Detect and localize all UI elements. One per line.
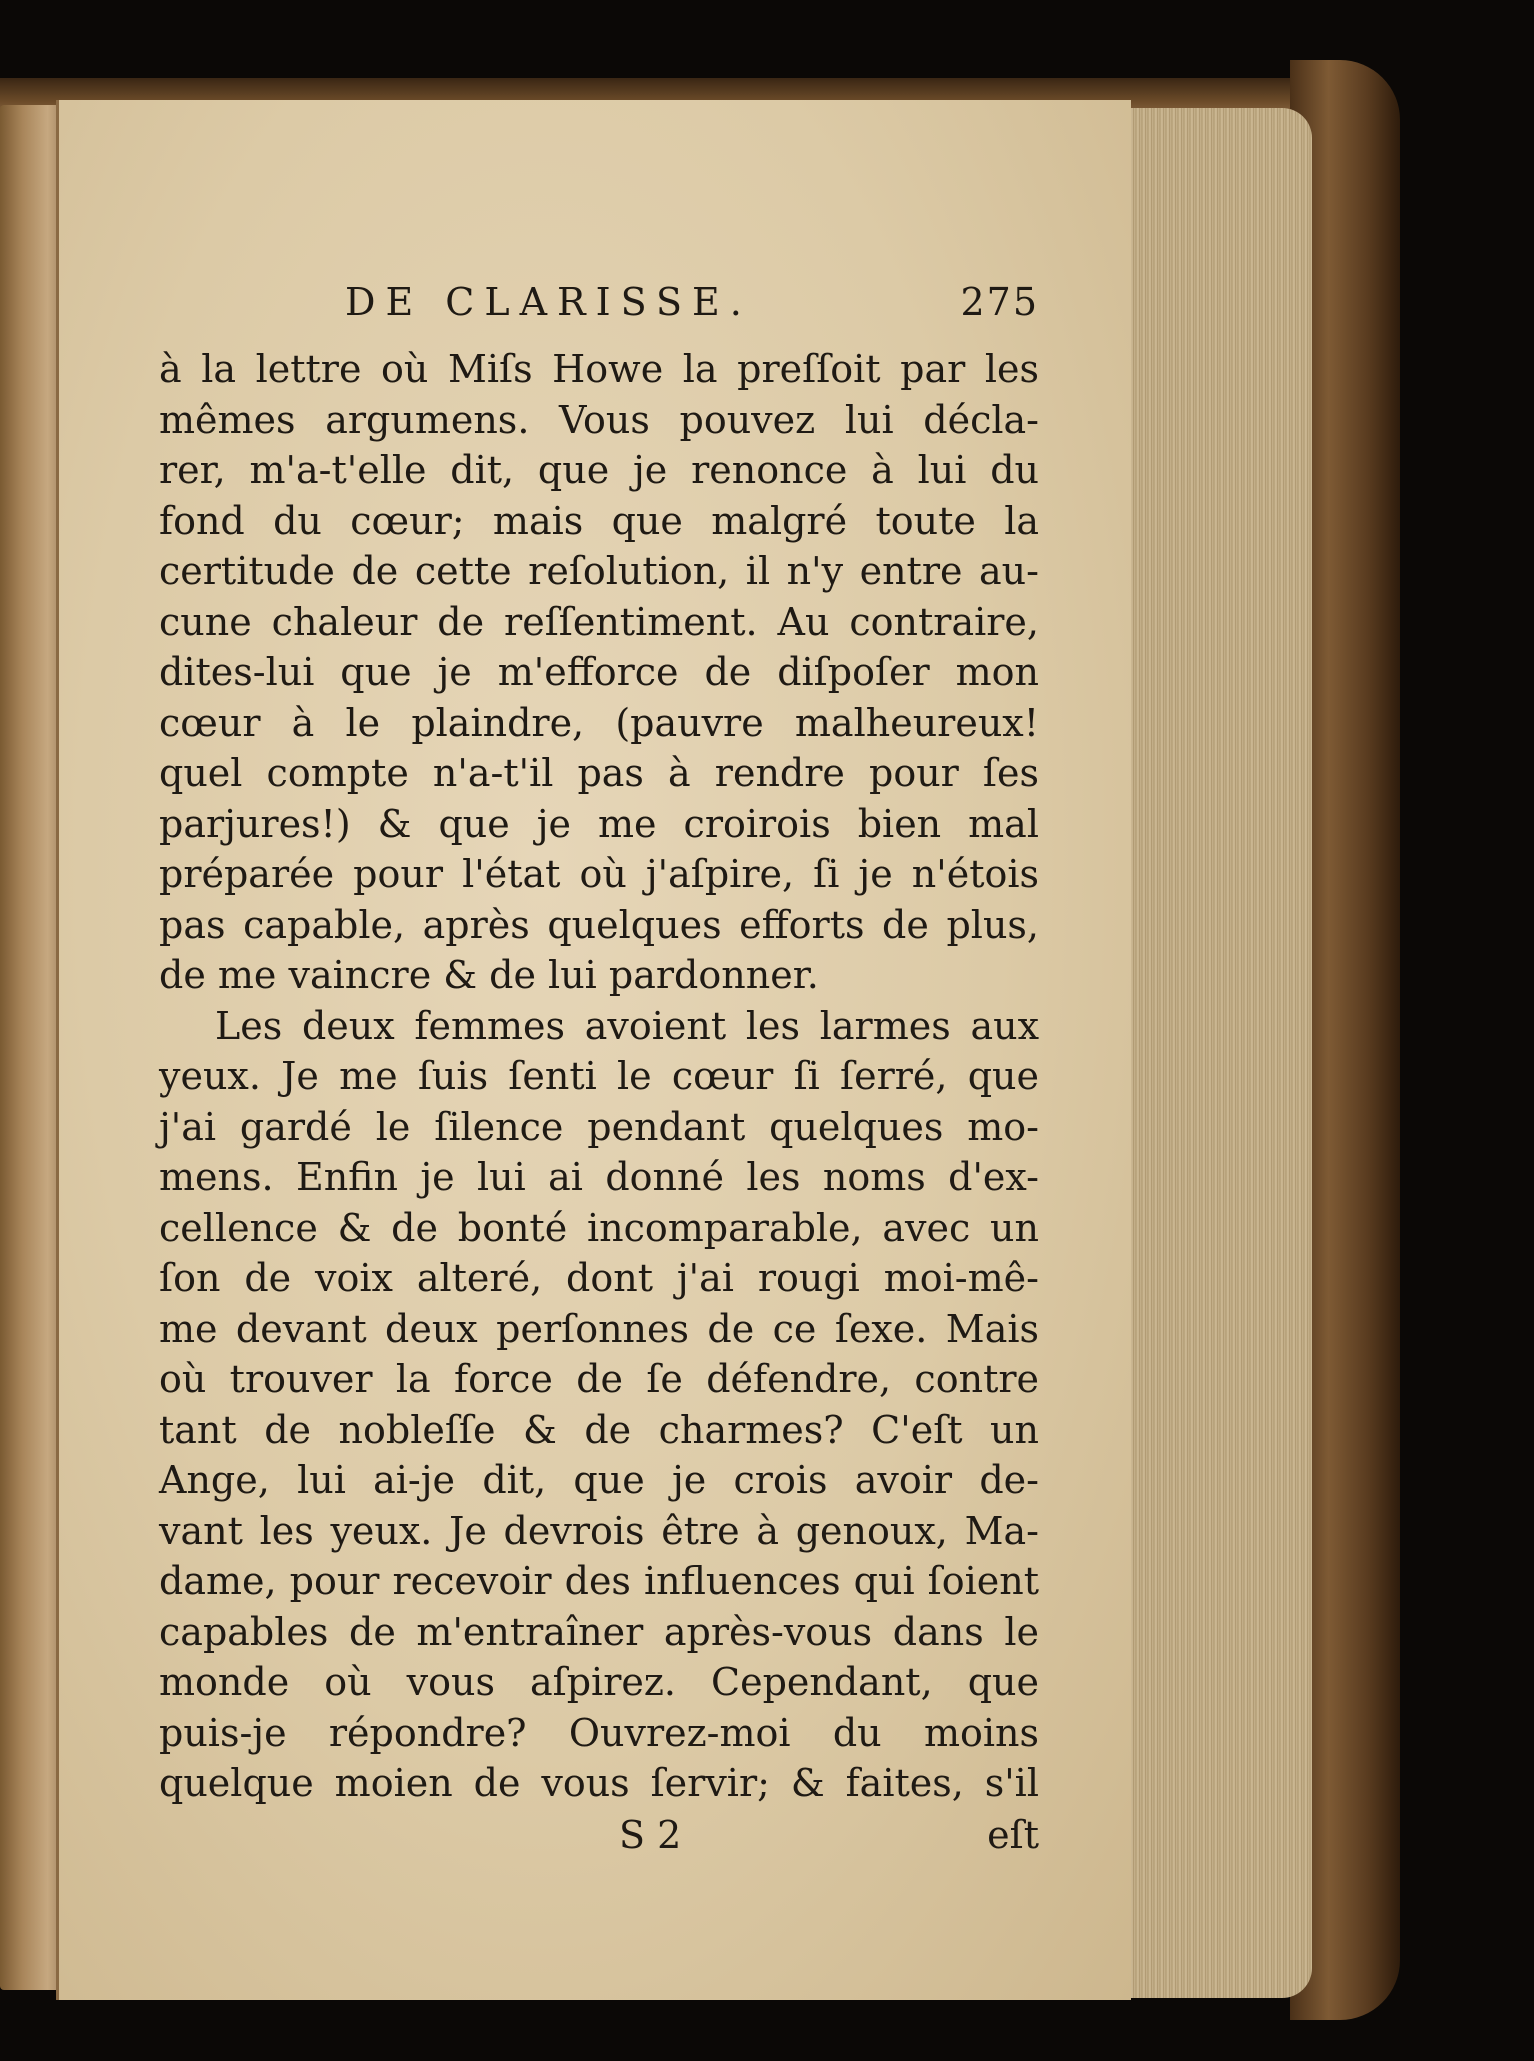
- running-title: DE CLARISSE.: [345, 280, 752, 324]
- paragraph-first-line: Les deux femmes avoient les larmes aux: [215, 1003, 1039, 1048]
- catchword: eſt: [987, 1812, 1039, 1857]
- body-text: [159, 344, 1039, 1809]
- text-line: tant de nobleſſe & de charmes? C'eſt un: [159, 1407, 1039, 1452]
- text-line: Ange, lui ai-je dit, que je crois avoir de-: [159, 1458, 1039, 1502]
- page-fore-edge: [1122, 108, 1312, 1998]
- text-line: pas capable, après quelques efforts de plus,: [159, 902, 1039, 947]
- text-line: quel compte n'a-t'il pas à rendre pour ſes: [159, 751, 1039, 795]
- text-line: certitude de cette reſolution, il n'y entre au-: [159, 549, 1039, 593]
- text-line: quelque moien de vous ſervir; & faites, s'il: [159, 1761, 1039, 1805]
- text-line: ſon de voix alteré, dont j'ai rougi moi-mê-: [159, 1256, 1039, 1300]
- text-line: puis-je répondre? Ouvrez-moi du moins: [159, 1710, 1039, 1755]
- text-line: dame, pour recevoir des influences qui ſoient: [159, 1559, 1039, 1603]
- text-line: yeux. Je me ſuis ſenti le cœur ſi ſerré, que: [159, 1054, 1039, 1098]
- text-line: dites-lui que je m'efforce de diſpoſer mon: [159, 650, 1039, 694]
- text-line: mens. Enfin je lui ai donné les noms d'ex-: [159, 1155, 1039, 1199]
- text-line: rer, m'a-t'elle dit, que je renonce à lui du: [159, 448, 1039, 492]
- book-page: [56, 100, 1131, 2000]
- text-block: [159, 280, 1039, 1861]
- text-line: cœur à le plaindre, (pauvre malheureux!: [159, 700, 1039, 745]
- facing-page-edge: [0, 105, 56, 1990]
- text-line: monde où vous aſpirez. Cependant, que: [159, 1660, 1039, 1704]
- text-line: à la lettre où Miſs Howe la preſſoit par les: [159, 347, 1039, 391]
- signature-mark: S 2: [619, 1812, 682, 1857]
- running-head: [159, 280, 1039, 340]
- text-line: mêmes argumens. Vous pouvez lui décla-: [159, 397, 1039, 442]
- page-footer: [159, 1809, 1039, 1861]
- text-line: capables de m'entraîner après-vous dans le: [159, 1609, 1039, 1654]
- page-number: 275: [960, 280, 1039, 324]
- text-line: fond du cœur; mais que malgré toute la: [159, 498, 1039, 543]
- text-line: parjures!) & que je me croirois bien mal: [159, 801, 1039, 846]
- text-line: j'ai gardé le ſilence pendant quelques mo-: [159, 1104, 1039, 1149]
- text-line: cune chaleur de reſſentiment. Au contraire,: [159, 599, 1039, 644]
- text-line: me devant deux perſonnes de ce ſexe. Mais: [159, 1306, 1039, 1351]
- text-line: vant les yeux. Je devrois être à genoux, Ma-: [159, 1508, 1039, 1553]
- text-line: cellence & de bonté incomparable, avec un: [159, 1205, 1039, 1250]
- text-line: où trouver la force de ſe défendre, contre: [159, 1357, 1039, 1401]
- text-line: préparée pour l'état où j'aſpire, ſi je n'étois: [159, 852, 1039, 896]
- paragraph-last-line: de me vaincre & de lui pardonner.: [159, 953, 819, 997]
